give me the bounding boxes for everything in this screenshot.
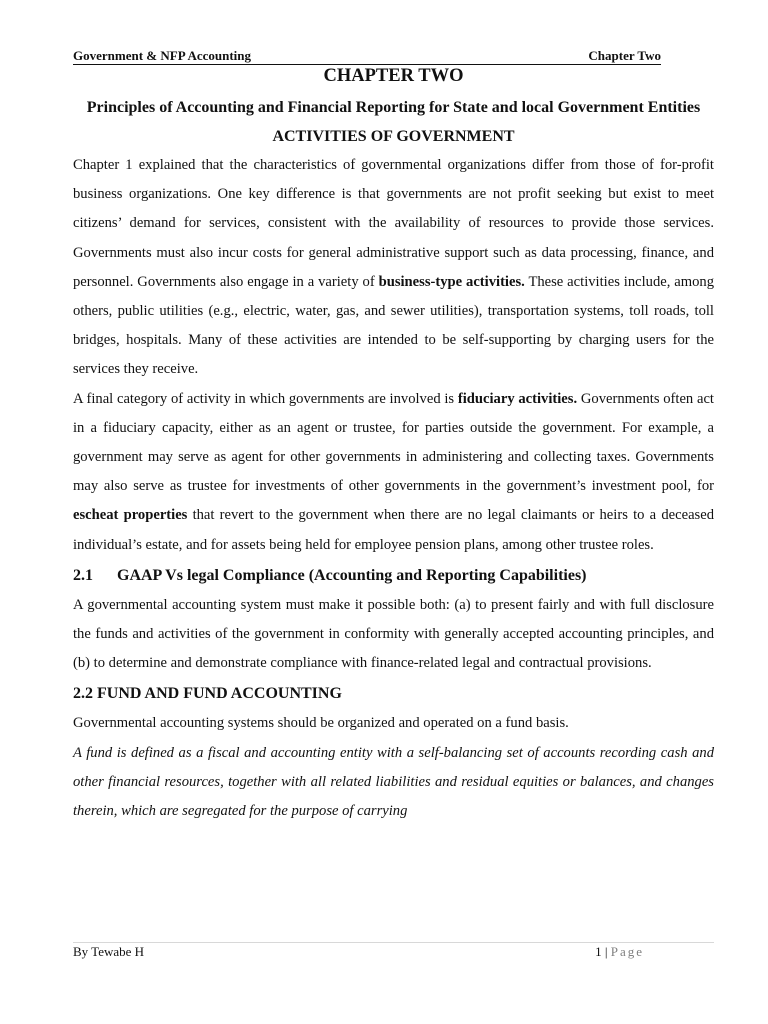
section-2-2-heading: 2.2 FUND AND FUND ACCOUNTING xyxy=(73,685,342,703)
running-header xyxy=(73,47,661,65)
para2-bold-escheat: escheat properties xyxy=(73,507,188,524)
paragraph-fund-definition: A fund is defined as a fiscal and accounting entity with a self-balancing set of accounts recording cash and other financial resources, together with all related liabilities and residual equities or balances, and changes therein, which are segregated for the purpose of carrying xyxy=(73,744,714,820)
footer-author: By Tewabe H xyxy=(73,944,145,959)
paragraph-fiduciary xyxy=(73,385,714,560)
paragraph-gaap: A governmental accounting system must make it possible both: (a) to present fairly and with full disclosure the funds and activities of the government in conformity with generally accepted accounting principles, and (b) to determine and demonstrate compliance with finance-related legal and contractual provisions. xyxy=(73,596,714,672)
page-separator: | xyxy=(604,944,608,959)
para2-text-2: Governments often act in a fiduciary capacity, either as an agent or trustee, for parties outside the government. For example, a government may serve as agent for other governments in administering and collecting taxes. Governments may also serve as trustee for investments of other governments in the government’s investment pool, for xyxy=(73,390,714,495)
section-heading: ACTIVITIES OF GOVERNMENT xyxy=(272,128,515,145)
section-2-1-heading xyxy=(73,560,714,591)
paragraph-fund-basis: Governmental accounting systems should be organized and operated on a fund basis. xyxy=(73,715,569,732)
paragraph-activities xyxy=(73,151,714,385)
page-content xyxy=(73,64,714,826)
para2-text-1: A final category of activity in which governments are involved is xyxy=(73,390,458,407)
footer-divider xyxy=(73,942,714,943)
para2-bold-term: fiduciary activities. xyxy=(457,390,578,407)
page-number: 1 xyxy=(595,944,602,959)
page-label: Page xyxy=(610,944,644,959)
para1-text-2: These activities include, among others, public utilities (e.g., electric, water, gas, and sewer utilities), transportation systems, toll roads, toll bridges, hospitals. Many of these activities are intended to be self-supporting by charging users for the services they receive. xyxy=(73,273,715,378)
chapter-subtitle: Principles of Accounting and Financial Reporting for State and local Government Entities xyxy=(86,99,701,116)
header-course-title: Government & NFP Accounting xyxy=(73,48,252,63)
header-chapter-label: Chapter Two xyxy=(588,48,661,63)
footer-page xyxy=(595,944,644,960)
section-2-1-title: GAAP Vs legal Compliance (Accounting and Reporting Capabilities) xyxy=(117,566,587,584)
para2-text-3: that revert to the government when there are no legal claimants or heirs to a deceased individual’s estate, and for assets being held for employee pension plans, among other trustee roles. xyxy=(73,507,714,553)
chapter-title: CHAPTER TWO xyxy=(323,66,464,86)
para1-bold-term: business-type activities. xyxy=(378,273,525,290)
section-2-1-number: 2.1 xyxy=(73,566,93,584)
para1-text-1: Chapter 1 explained that the characteristics of governmental organizations differ from those of for-profit business organizations. One key difference is that governments are not profit seeking but exist to meet citizens’ demand for services, consistent with the availability of resources to provide those services. Governments must also incur costs for general administrative support such as data processing, finance, and personnel. Governments also engage in a variety of xyxy=(73,157,714,290)
